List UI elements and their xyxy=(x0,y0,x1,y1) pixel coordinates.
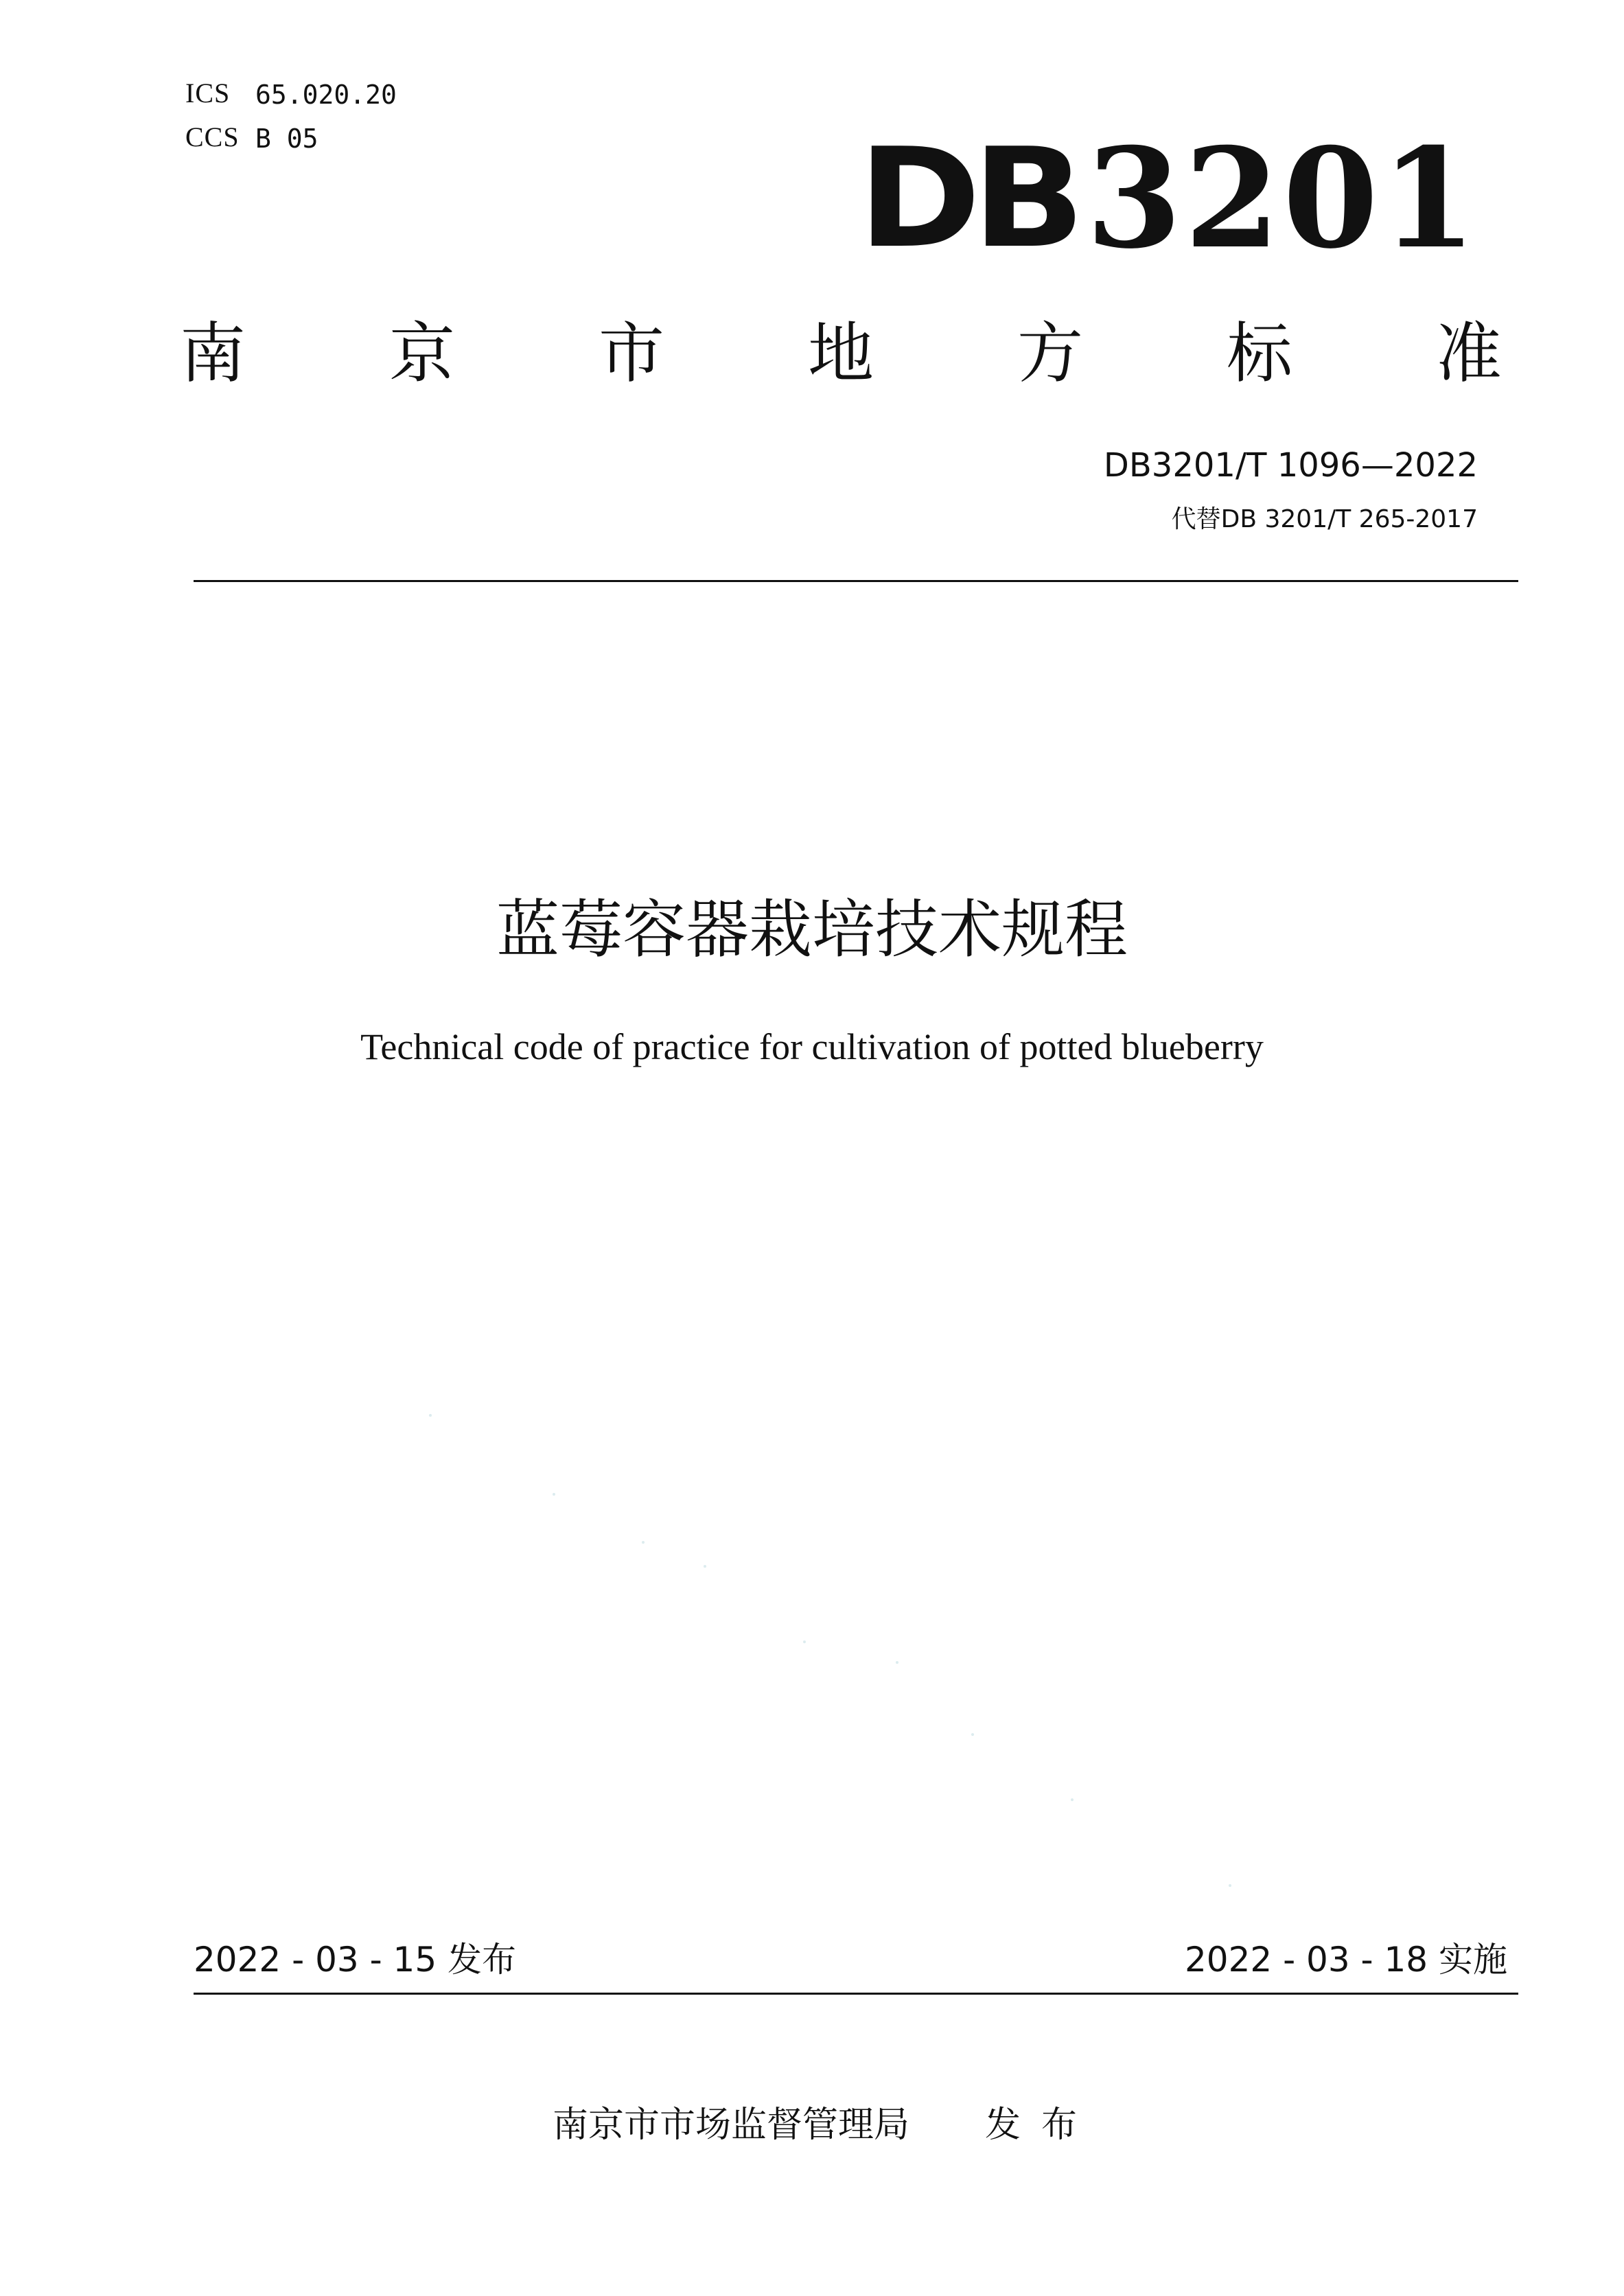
top-divider xyxy=(194,580,1518,582)
issuer-action: 发布 xyxy=(985,2104,1098,2146)
scan-speck xyxy=(803,1640,806,1643)
standard-category-char: 南 xyxy=(180,315,246,392)
ccs-label: CCS xyxy=(185,121,240,152)
replaces-standard: 代替DB 3201/T 265-2017 xyxy=(1171,505,1478,533)
issuer-name: 南京市市场监督管理局 xyxy=(553,2104,910,2146)
document-title-english: Technical code of practice for cultivation of potted blueberry xyxy=(360,1026,1264,1067)
scan-speck xyxy=(429,1414,432,1417)
ics-label: ICS xyxy=(185,78,231,108)
scan-speck xyxy=(704,1565,706,1568)
standard-category-char: 地 xyxy=(808,315,874,392)
issuer-line xyxy=(553,2100,1098,2150)
db-logo-mark xyxy=(858,118,1480,279)
standard-number: DB3201/T 1096—2022 xyxy=(1103,446,1478,485)
bottom-divider xyxy=(194,1993,1518,1995)
scan-speck xyxy=(1229,1884,1231,1887)
scan-speck xyxy=(553,1493,555,1496)
standard-category-char: 标 xyxy=(1227,315,1292,392)
standard-category-char: 准 xyxy=(1436,315,1502,392)
standard-category-title xyxy=(180,312,1502,395)
db-region-code: 3201 xyxy=(1086,118,1480,279)
ics-value: 65.020.20 xyxy=(255,80,397,110)
ccs-value: B 05 xyxy=(255,124,318,154)
scan-speck xyxy=(1071,1798,1074,1801)
document-title-chinese: 蓝莓容器栽培技术规程 xyxy=(496,893,1128,966)
scan-speck xyxy=(642,1541,645,1544)
standard-category-char: 市 xyxy=(599,315,664,392)
scan-speck xyxy=(896,1661,898,1664)
db-letters: DB xyxy=(858,119,1077,279)
standard-category-char: 方 xyxy=(1017,315,1083,392)
scan-speck xyxy=(971,1733,974,1736)
publish-date: 2022 - 03 - 15 发布 xyxy=(194,1940,517,1980)
standard-category-char: 京 xyxy=(389,315,455,392)
effective-date: 2022 - 03 - 18 实施 xyxy=(1184,1940,1507,1980)
